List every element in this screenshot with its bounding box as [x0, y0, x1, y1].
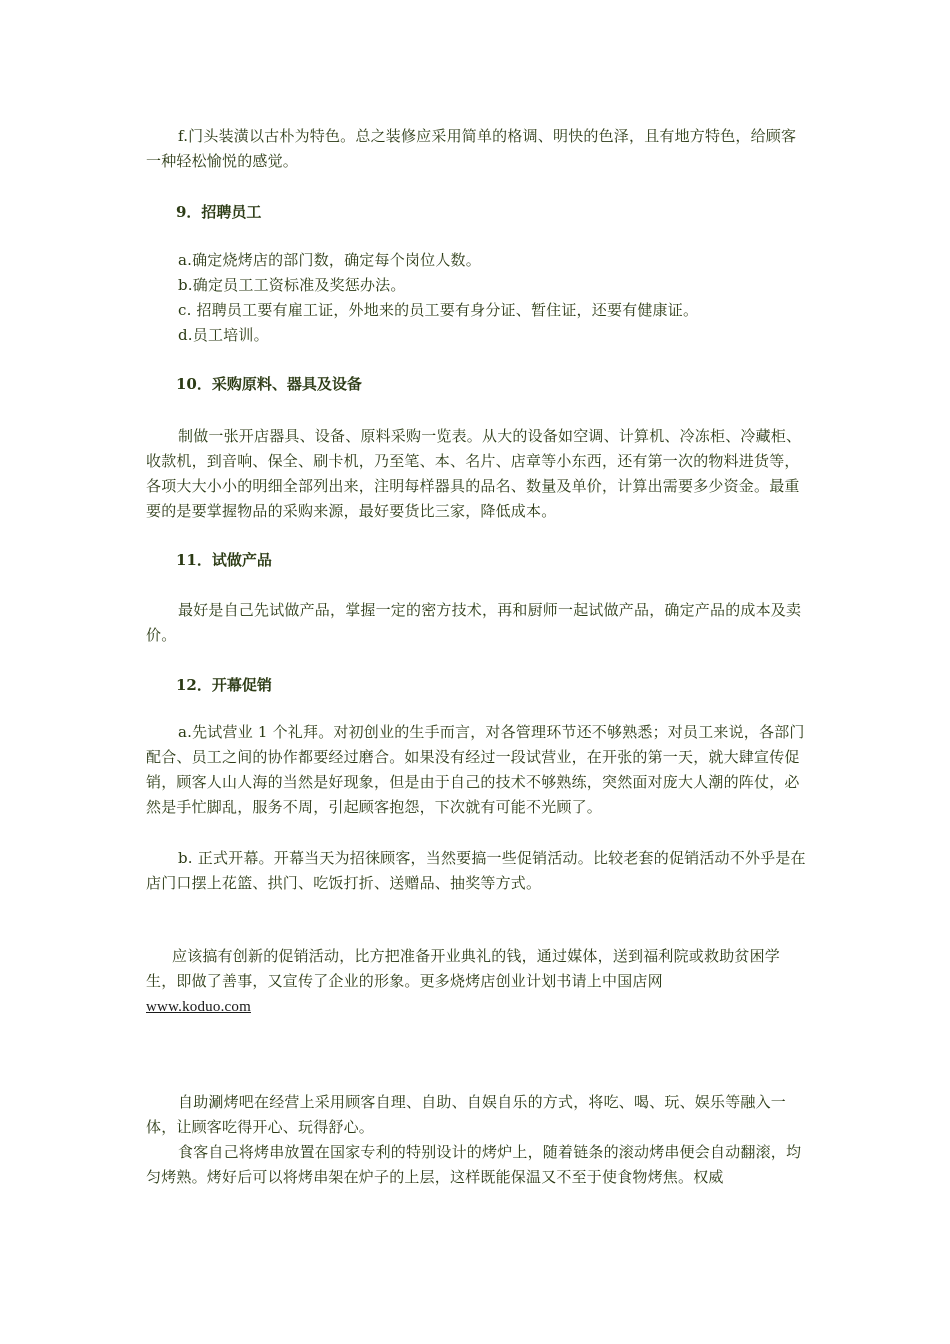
section8-tail: [146, 124, 806, 174]
paragraph: 制做一张开店器具、设备、原料采购一览表。从大的设备如空调、计算机、冷冻柜、冷藏柜、收款机，到音响、保全、刷卡机，乃至笔、本、名片、店章等小东西，还有第一次的物料进货等，各项大大小小的明细全部列出来，注明每样器具的品名、数量及单价，计算出需要多少资金。最重要的是要掌握物品的采购来源，最好要货比三家，降低成本。: [146, 427, 802, 520]
paragraph: 食客自己将烤串放置在国家专利的特别设计的烤炉上，随着链条的滚动烤串便会自动翻滚，均匀烤熟。烤好后可以将烤串架在炉子的上层，这样既能保温又不至于使食物烤焦。权威: [146, 1143, 802, 1186]
section-heading: 11．试做产品: [176, 551, 272, 569]
section11-body: [146, 598, 806, 648]
section12-para-a: [146, 720, 806, 820]
section-heading: 10．采购原料、器具及设备: [176, 375, 362, 393]
list-item: d.员工培训。: [178, 326, 269, 344]
list-item: a.确定烧烤店的部门数，确定每个岗位人数。: [178, 251, 481, 269]
paragraph: f.门头装潢以古朴为特色。总之装修应采用简单的格调、明快的色泽，且有地方特色，给顾客一种轻松愉悦的感觉。: [146, 127, 797, 170]
section-heading: 12．开幕促销: [176, 676, 272, 694]
paragraph: 最好是自己先试做产品，掌握一定的密方技术，再和厨师一起试做产品，确定产品的成本及卖价。: [146, 601, 802, 644]
section12-para-b: [146, 846, 806, 896]
paragraph: 自助涮烤吧在经营上采用顾客自理、自助、自娱自乐的方式，将吃、喝、玩、娱乐等融入一体，让顾客吃得开心、玩得舒心。: [146, 1093, 787, 1136]
section12: [146, 673, 806, 698]
list-item: c. 招聘员工要有雇工证，外地来的员工要有身分证、暂住证，还要有健康证。: [178, 301, 699, 319]
paragraph-text: 应该搞有创新的促销活动，比方把准备开业典礼的钱，通过媒体，送到福利院或救助贫困学生，即做了善事，又宣传了企业的形象。更多烧烤店创业计划书请上中国店网: [146, 947, 781, 990]
section12-para-c: [146, 944, 806, 1020]
section10: [146, 372, 806, 397]
section-heading: 9．招聘员工: [176, 203, 262, 221]
website-link[interactable]: www.koduo.com: [146, 999, 251, 1015]
section10-body: [146, 424, 806, 524]
paragraph: b. 正式开幕。开幕当天为招徕顾客，当然要搞一些促销活动。比较老套的促销活动不外乎是在店门口摆上花篮、拱门、吃饭打折、送赠品、抽奖等方式。: [146, 849, 806, 892]
list-item: b.确定员工工资标准及奖惩办法。: [178, 276, 406, 294]
extra-section: [146, 1090, 806, 1190]
section9-list: [146, 248, 806, 348]
paragraph: a.先试营业 1 个礼拜。对初创业的生手而言，对各管理环节还不够熟悉；对员工来说，各部门配合、员工之间的协作都要经过磨合。如果没有经过一段试营业，在开张的第一天，就大肆宣传促销，顾客人山人海的当然是好现象，但是由于自己的技术不够熟练，突然面对庞大人潮的阵仗，必然是手忙脚乱，服务不周，引起顾客抱怨，下次就有可能不光顾了。: [146, 723, 805, 816]
section11: [146, 548, 806, 573]
paragraph: [146, 944, 806, 1020]
section9: [146, 200, 806, 225]
